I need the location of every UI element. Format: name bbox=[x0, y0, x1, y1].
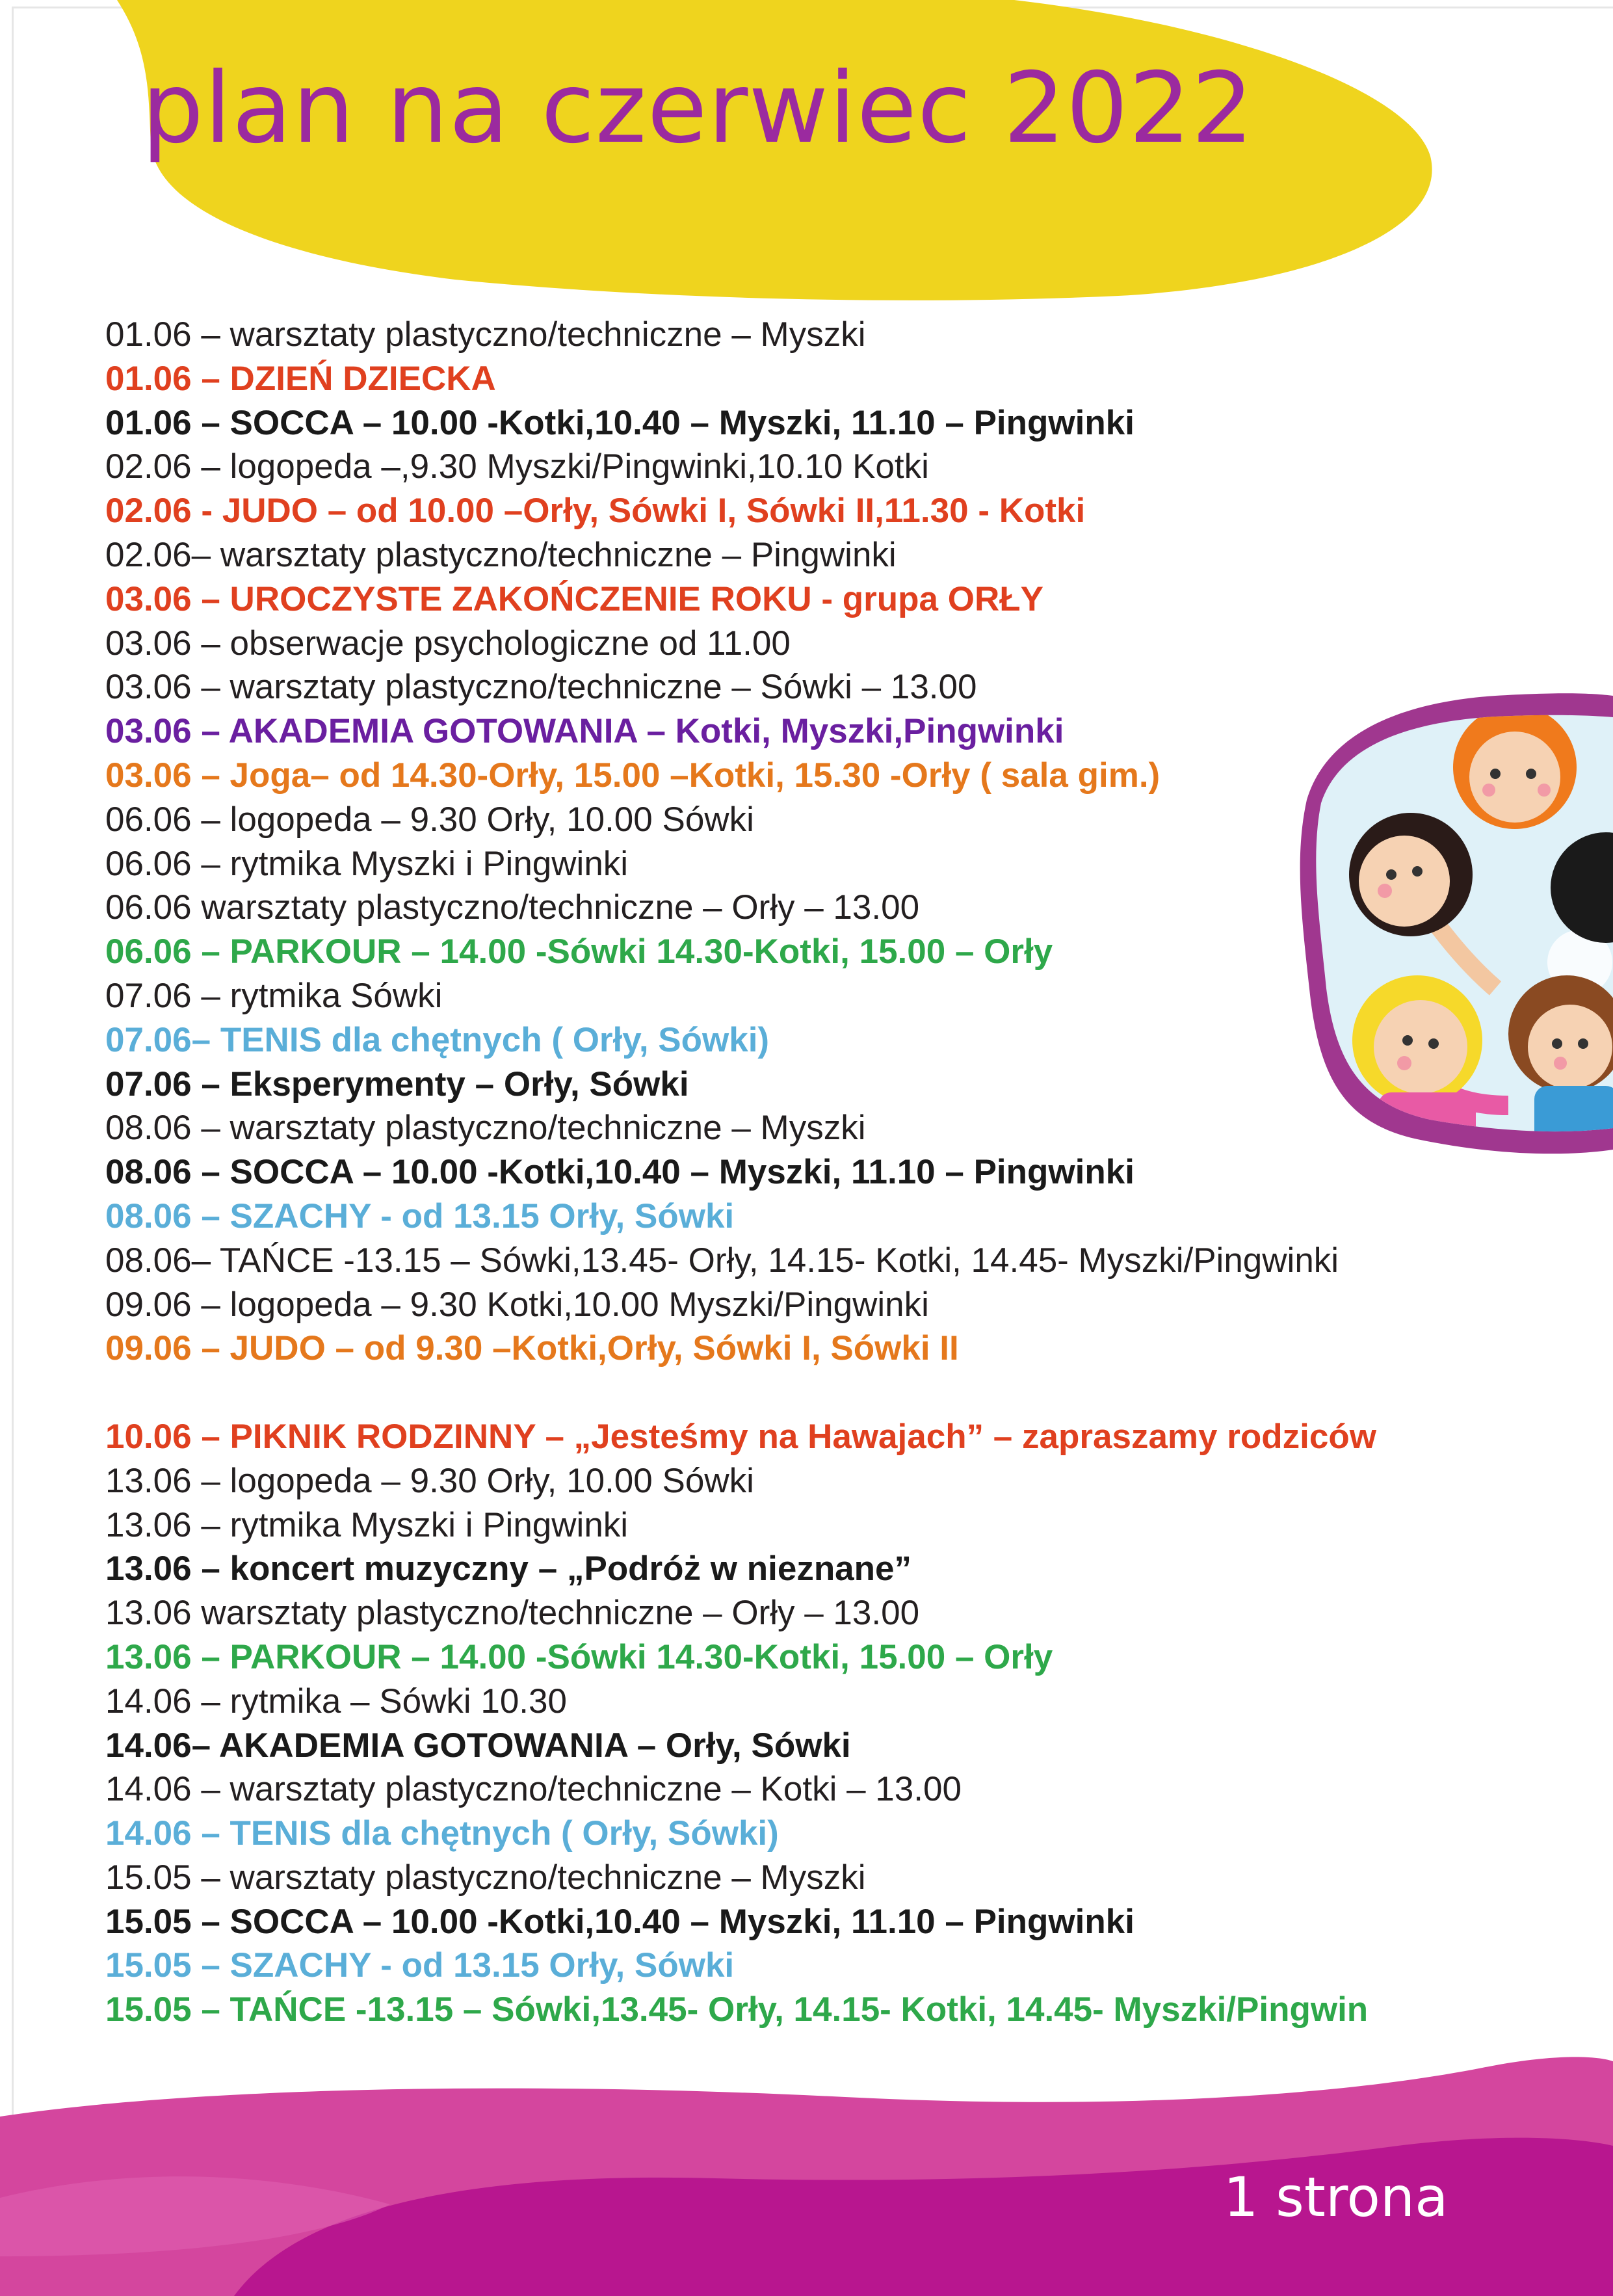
schedule-item: 06.06 warsztaty plastyczno/techniczne – Orły – 13.00 bbox=[105, 888, 920, 927]
schedule-item: 09.06 – JUDO – od 9.30 –Kotki,Orły, Sówki I, Sówki II bbox=[105, 1329, 959, 1368]
schedule-item: 03.06 – warsztaty plastyczno/techniczne – Sówki – 13.00 bbox=[105, 668, 977, 707]
schedule-item: 13.06 – koncert muzyczny – „Podróż w nieznane” bbox=[105, 1550, 912, 1589]
schedule-item: 07.06– TENIS dla chętnych ( Orły, Sówki) bbox=[105, 1020, 770, 1059]
schedule-item: 14.06– AKADEMIA GOTOWANIA – Orły, Sówki bbox=[105, 1726, 851, 1765]
schedule-item: 08.06 – SOCCA – 10.00 -Kotki,10.40 – Myszki, 11.10 – Pingwinki bbox=[105, 1153, 1134, 1192]
schedule-item: 06.06 – PARKOUR – 14.00 -Sówki 14.30-Kotki, 15.00 – Orły bbox=[105, 932, 1053, 971]
schedule-item: 07.06 – rytmika Sówki bbox=[105, 976, 443, 1015]
page-title: plan na czerwiec 2022 bbox=[142, 52, 1254, 165]
schedule-list bbox=[105, 313, 1376, 2032]
schedule-item: 15.05 – warsztaty plastyczno/techniczne – Myszki bbox=[105, 1858, 866, 1897]
schedule-item: 02.06 – logopeda –,9.30 Myszki/Pingwinki,10.10 Kotki bbox=[105, 447, 929, 486]
schedule-item: 08.06– TAŃCE -13.15 – Sówki,13.45- Orły, 14.15- Kotki, 14.45- Myszki/Pingwinki bbox=[105, 1241, 1339, 1280]
schedule-item: 03.06 – Joga– od 14.30-Orły, 15.00 –Kotki, 15.30 -Orły ( sala gim.) bbox=[105, 756, 1161, 795]
schedule-item: 14.06 – warsztaty plastyczno/techniczne – Kotki – 13.00 bbox=[105, 1770, 962, 1809]
schedule-item: 01.06 – warsztaty plastyczno/techniczne – Myszki bbox=[105, 315, 866, 354]
schedule-item: 13.06 – PARKOUR – 14.00 -Sówki 14.30-Kotki, 15.00 – Orły bbox=[105, 1637, 1053, 1676]
schedule-item: 03.06 – AKADEMIA GOTOWANIA – Kotki, Myszki,Pingwinki bbox=[105, 712, 1064, 751]
schedule-item: 07.06 – Eksperymenty – Orły, Sówki bbox=[105, 1064, 689, 1103]
schedule-item: 08.06 – SZACHY - od 13.15 Orły, Sówki bbox=[105, 1196, 735, 1235]
schedule-item: 02.06– warsztaty plastyczno/techniczne – Pingwinki bbox=[105, 535, 897, 574]
schedule-item: 06.06 – logopeda – 9.30 Orły, 10.00 Sówki bbox=[105, 800, 754, 839]
schedule-item: 02.06 - JUDO – od 10.00 –Orły, Sówki I, Sówki II,11.30 - Kotki bbox=[105, 492, 1086, 531]
schedule-item: 09.06 – logopeda – 9.30 Kotki,10.00 Myszki/Pingwinki bbox=[105, 1285, 929, 1324]
schedule-item: 03.06 – obserwacje psychologiczne od 11.00 bbox=[105, 624, 791, 663]
schedule-item: 01.06 – SOCCA – 10.00 -Kotki,10.40 – Myszki, 11.10 – Pingwinki bbox=[105, 403, 1134, 442]
schedule-item: 13.06 warsztaty plastyczno/techniczne – Orły – 13.00 bbox=[105, 1594, 920, 1633]
schedule-spacer bbox=[105, 1371, 1376, 1415]
schedule-item: 03.06 – UROCZYSTE ZAKOŃCZENIE ROKU - grupa ORŁY bbox=[105, 579, 1043, 618]
schedule-item: 14.06 – TENIS dla chętnych ( Orły, Sówki) bbox=[105, 1814, 779, 1853]
schedule-item: 08.06 – warsztaty plastyczno/techniczne – Myszki bbox=[105, 1109, 866, 1148]
schedule-item: 13.06 – rytmika Myszki i Pingwinki bbox=[105, 1505, 629, 1544]
schedule-item: 15.05 – SOCCA – 10.00 -Kotki,10.40 – Myszki, 11.10 – Pingwinki bbox=[105, 1902, 1134, 1941]
schedule-item: 14.06 – rytmika – Sówki 10.30 bbox=[105, 1682, 567, 1721]
page-number: 1 strona bbox=[1224, 2165, 1449, 2229]
schedule-item: 06.06 – rytmika Myszki i Pingwinki bbox=[105, 844, 629, 883]
schedule-item: 13.06 – logopeda – 9.30 Orły, 10.00 Sówki bbox=[105, 1461, 754, 1500]
schedule-item: 01.06 – DZIEŃ DZIECKA bbox=[105, 359, 496, 398]
schedule-item: 15.05 – TAŃCE -13.15 – Sówki,13.45- Orły, 14.15- Kotki, 14.45- Myszki/Pingwin bbox=[105, 1990, 1369, 2029]
schedule-item: 10.06 – PIKNIK RODZINNY – „Jesteśmy na Hawajach” – zapraszamy rodziców bbox=[105, 1417, 1376, 1456]
schedule-item: 15.05 – SZACHY - od 13.15 Orły, Sówki bbox=[105, 1946, 735, 1985]
